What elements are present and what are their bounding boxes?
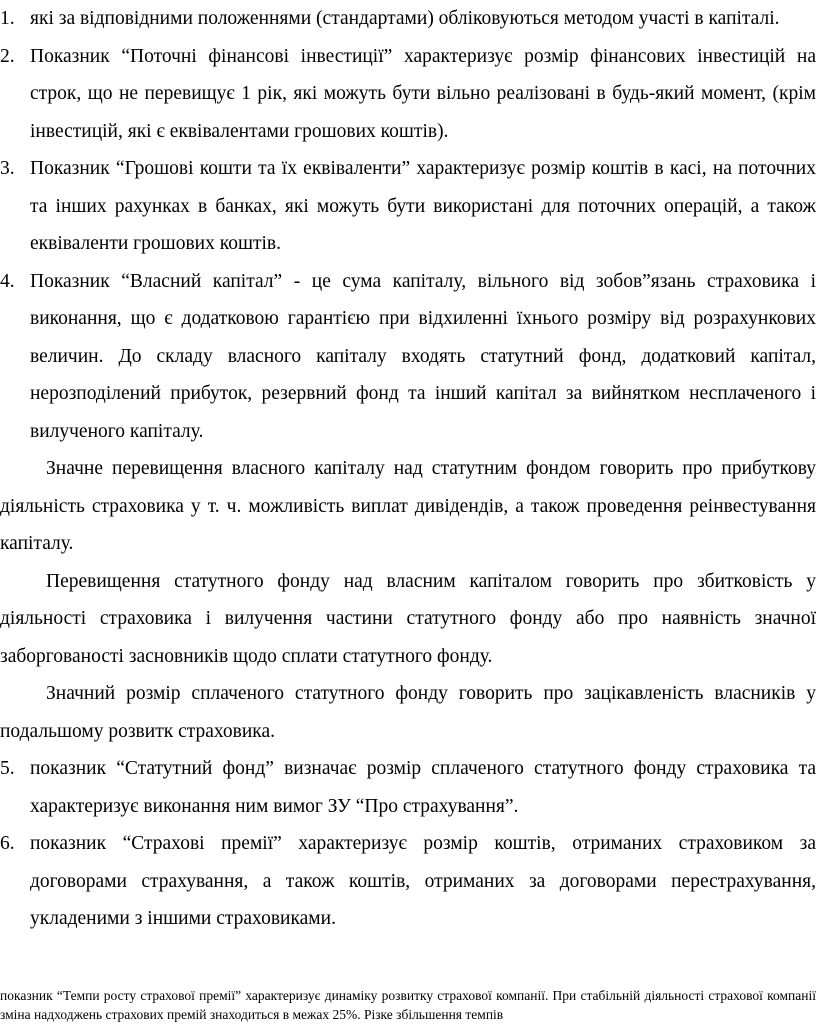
list-item-2 — [0, 38, 816, 151]
list-number: 5. — [0, 758, 15, 779]
list-text: показник “Статутний фонд” визначає розмір сплаченого статутного фонду страховика та характеризує виконання ним вимог ЗУ “Про страхування”. — [30, 758, 816, 817]
list-number: 6. — [0, 833, 15, 854]
paragraph-fund-excess: Перевищення статутного фонду над власним капіталом говорить про збитковість у діяльності страховика і вилучення частини статутного фонду або про наявність значної заборгованості засновників щодо сплати статутного фонду. — [0, 570, 816, 667]
list-item-1 — [0, 0, 816, 38]
list-item-6 — [0, 825, 816, 938]
list-text: Показник “Власний капітал” - це сума капіталу, вільного від зобов”язань страховика і виконання, що є додатковою гарантією при відхиленні їхнього розміру від розрахункових величин. До складу власного капіталу входять статутний фонд, додатковий капітал, нерозподілений прибуток, резервний фонд та інший капітал за вийнятком несплаченого і вилученого капіталу. — [30, 270, 816, 442]
list-text: Показник “Грошові кошти та їх еквіваленти” характеризує розмір коштів в касі, на поточних та інших рахунках в банках, які можуть бути використані для поточних операцій, а також еквіваленти грошових коштів. — [30, 158, 816, 254]
list-text: які за відповідними положеннями (стандартами) обліковуються методом участі в капіталі. — [30, 8, 780, 29]
list-number: 2. — [0, 45, 15, 67]
list-item-5 — [0, 750, 816, 825]
list-item-4 — [0, 263, 816, 451]
list-text: Показник “Поточні фінансові інвестиції” характеризує розмір фінансових інвестицій на строк, що не перевищує 1 рік, які можуть бути вільно реалізовані в будь-який момент, (крім інвестицій, які є еквівалентами грошових коштів). — [30, 45, 816, 142]
list-number: 3. — [0, 158, 15, 179]
list-text: показник “Страхові премії” характеризує розмір коштів, отриманих страховиком за договорами страхування, а також коштів, отриманих за договорами перестрахування, укладеними з іншими страховиками. — [30, 833, 816, 929]
list-number: 4. — [0, 270, 15, 292]
paragraph-equity-excess: Значне перевищення власного капіталу над статутним фондом говорить про прибуткову діяльність страховика у т. ч. можливість виплат дивідендів, а також проведення реінвестування капіталу. — [0, 458, 816, 554]
paragraph-paid-fund: Значний розмір сплаченого статутного фонду говорить про зацікавленість власників у подальшому розвитк страховика. — [0, 683, 816, 742]
list-item-3 — [0, 150, 816, 263]
list-number: 1. — [0, 8, 15, 29]
footnote-text: показник “Темпи росту страхової премії” характеризує динаміку розвитку страхової компанії. При стабільній діяльності страхової компанії зміна надходжень страхових премій знаходиться в межах 25%. Різке збільшення темпів — [0, 988, 816, 1022]
